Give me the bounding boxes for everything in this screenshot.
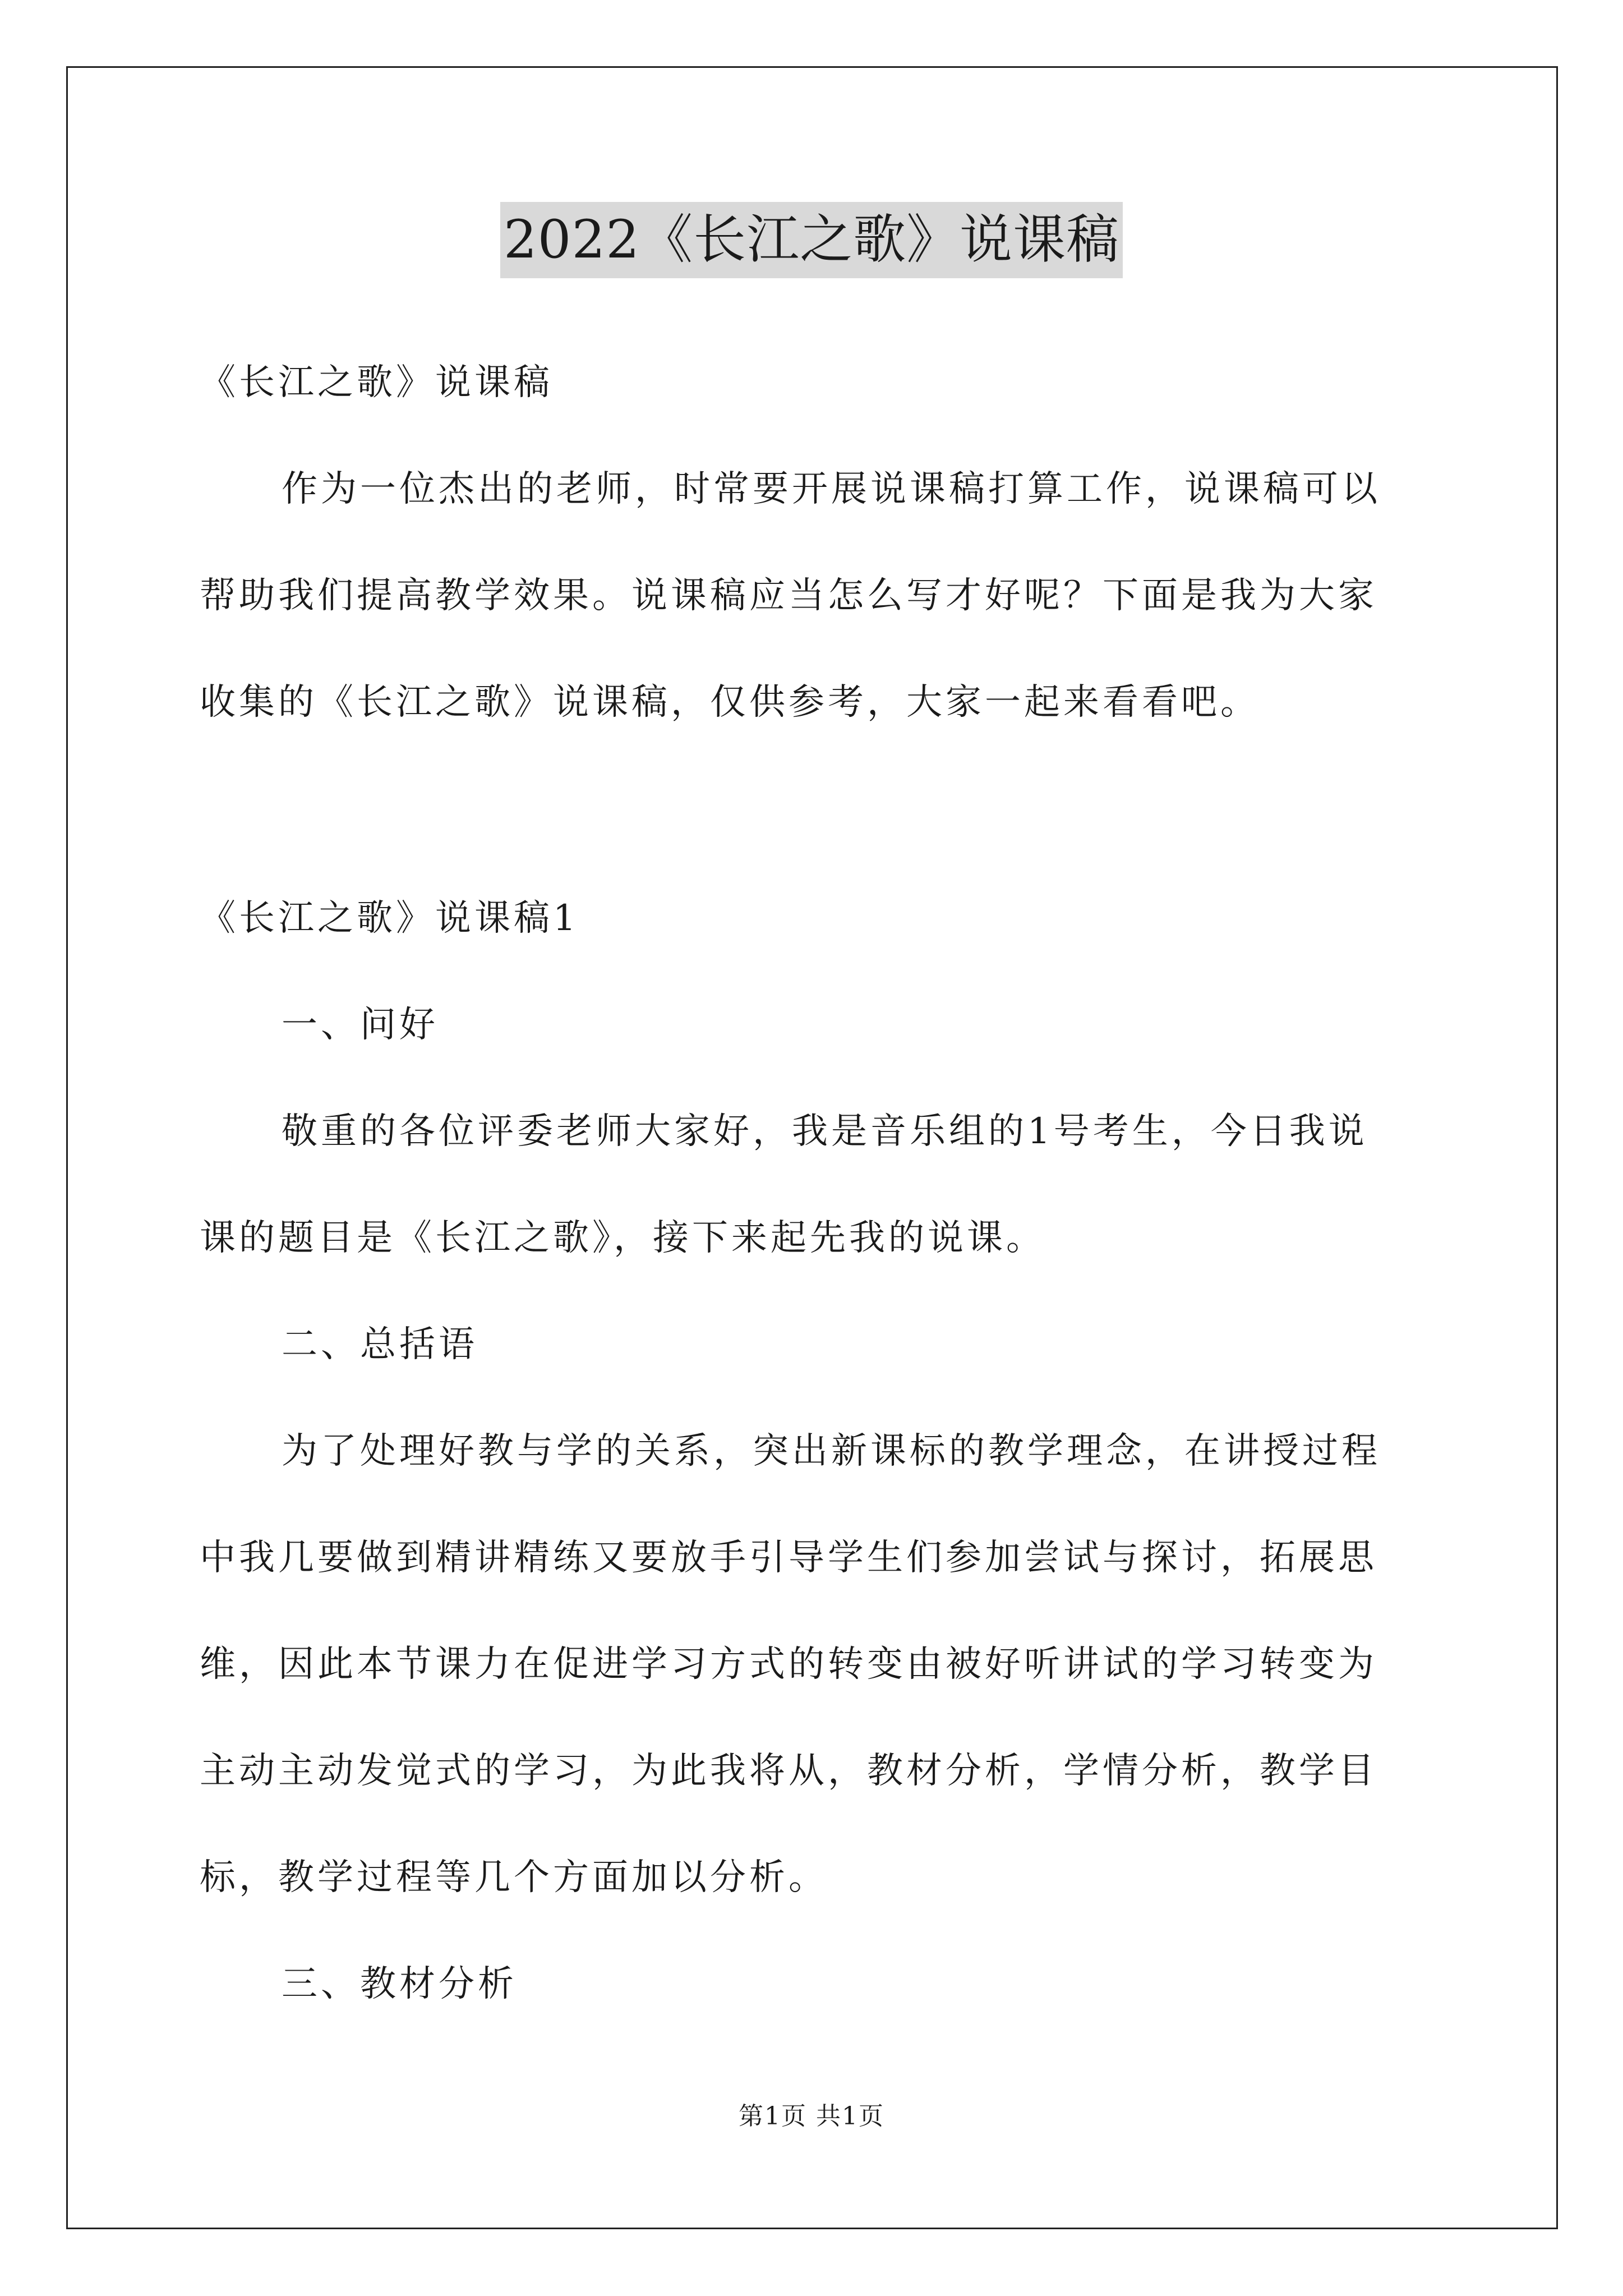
- paragraph-line: 标，教学过程等几个方面加以分析。: [200, 1857, 828, 1898]
- paragraph-line: 收集的《长江之歌》说课稿，仅供参考，大家一起来看看吧。: [200, 682, 1260, 723]
- paragraph-line: 维，因此本节课力在促进学习方式的转变由被好听讲试的学习转变为: [200, 1644, 1377, 1685]
- paragraph-line: 主动主动发觉式的学习，为此我将从，教材分析，学情分析，教学目: [200, 1750, 1377, 1792]
- page-number-footer: 第1页 共1页: [739, 2102, 884, 2131]
- subsection-heading: 三、教材分析: [282, 1963, 517, 2005]
- subsection-heading: 二、总括语: [282, 1324, 478, 1365]
- subsection-heading: 一、问好: [282, 1004, 439, 1046]
- paragraph-line: 敬重的各位评委老师大家好，我是音乐组的1号考生，今日我说: [282, 1111, 1368, 1152]
- section-heading: 《长江之歌》说课稿1: [200, 898, 579, 939]
- paragraph-line: 课的题目是《长江之歌》，接下来起先我的说课。: [200, 1217, 1045, 1259]
- paragraph-line: 帮助我们提高教学效果。说课稿应当怎么写才好呢？下面是我为大家: [200, 575, 1377, 616]
- title-container: [0, 202, 1623, 278]
- subtitle: 《长江之歌》说课稿: [200, 362, 553, 403]
- paragraph-line: 为了处理好教与学的关系，突出新课标的教学理念，在讲授过程: [282, 1430, 1381, 1472]
- document-title: 2022《长江之歌》说课稿: [500, 202, 1123, 278]
- paragraph-line: 作为一位杰出的老师，时常要开展说课稿打算工作，说课稿可以: [282, 468, 1381, 510]
- paragraph-line: 中我几要做到精讲精练又要放手引导学生们参加尝试与探讨，拓展思: [200, 1537, 1377, 1579]
